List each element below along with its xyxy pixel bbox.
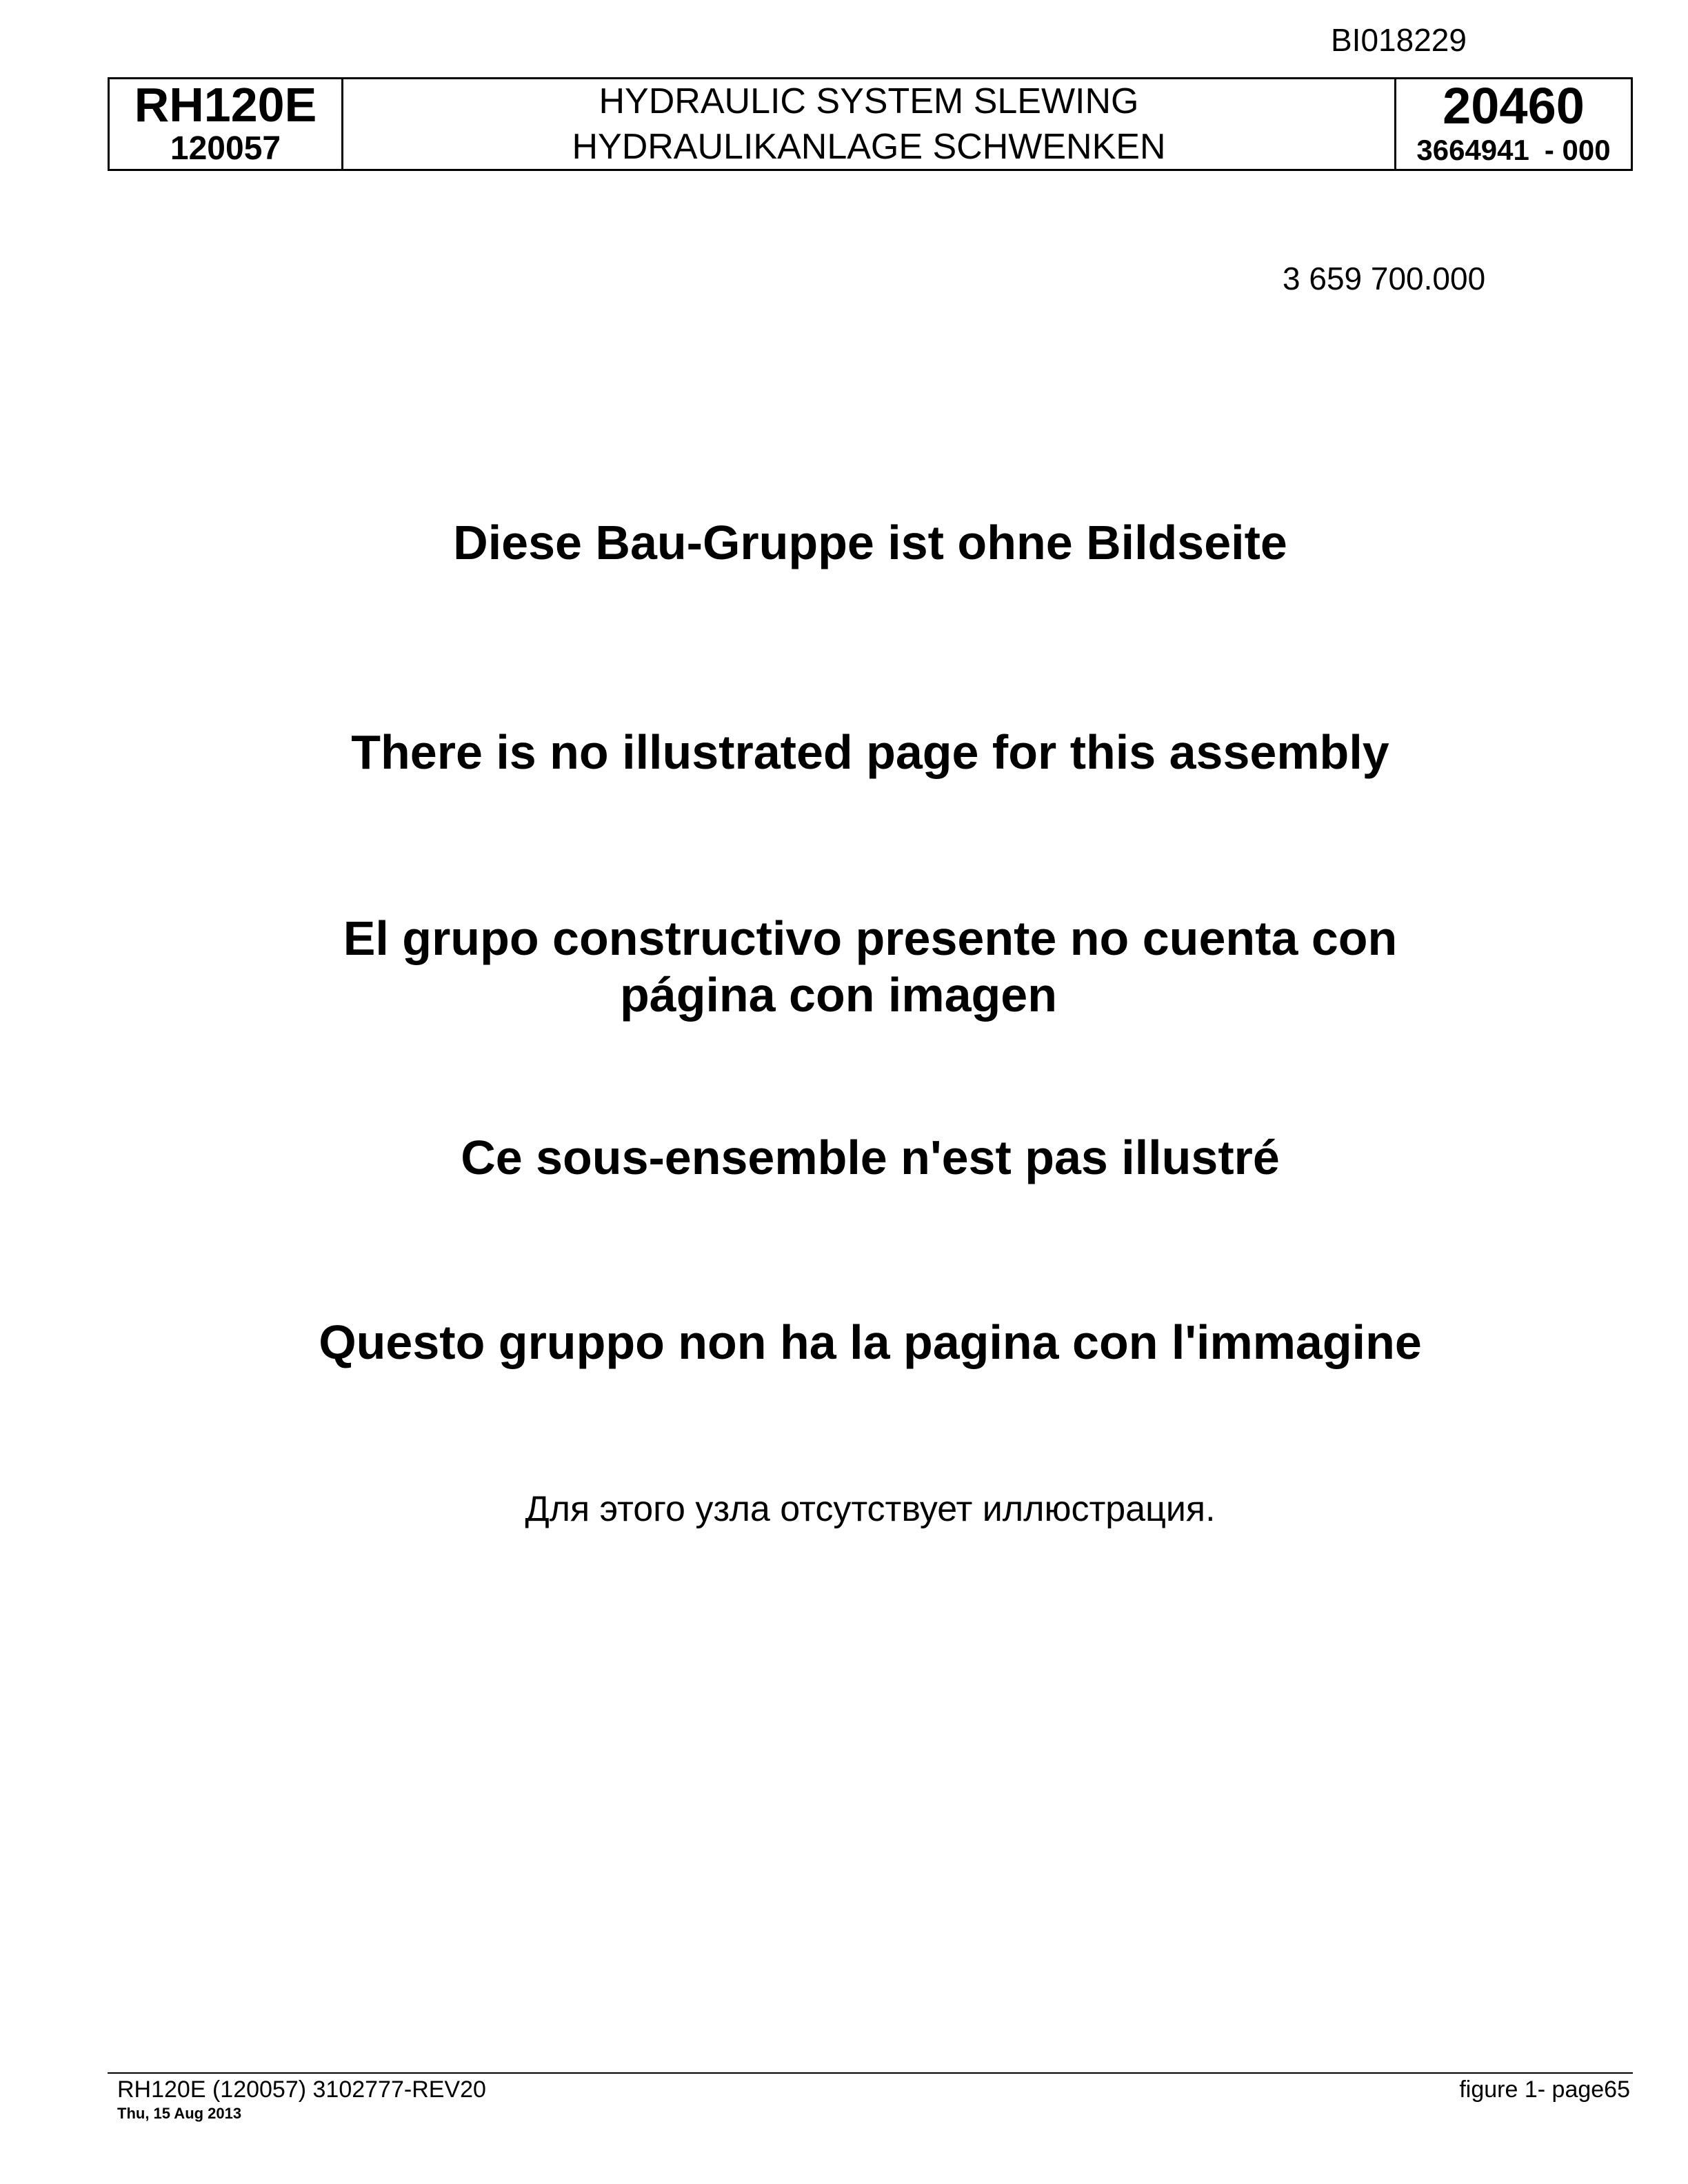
message-german: Diese Bau-Gruppe ist ohne Bildseite <box>453 516 1287 569</box>
title-block <box>108 77 1633 171</box>
serial-number: 120057 <box>170 130 281 167</box>
title-cell <box>343 79 1396 169</box>
part-number-line <box>1416 132 1610 168</box>
message-spanish-line1: El grupo constructivo presente no cuenta con <box>343 911 1398 965</box>
part-suffix: - 000 <box>1544 134 1611 166</box>
document-id: BI018229 <box>1331 22 1467 58</box>
message-spanish-line2: página con imagen <box>620 968 1057 1022</box>
message-french: Ce sous-ensemble n'est pas illustré <box>461 1131 1280 1184</box>
footer-page-ref: figure 1- page65 <box>1459 2076 1630 2103</box>
model-cell <box>110 79 343 169</box>
reference-number: 3 659 700.000 <box>1283 261 1486 296</box>
title-english: HYDRAULIC SYSTEM SLEWING <box>599 81 1139 121</box>
message-russian: Для этого узла отсутствует иллюстрация. <box>525 1489 1216 1529</box>
title-german: HYDRAULIKANLAGE SCHWENKEN <box>572 127 1166 167</box>
message-italian: Questo gruppo non ha la pagina con l'immagine <box>319 1315 1422 1369</box>
footer-document-ref: RH120E (120057) 3102777-REV20 <box>117 2076 486 2103</box>
group-number: 20460 <box>1443 77 1585 134</box>
part-number: 3664941 <box>1416 134 1529 166</box>
message-english: There is no illustrated page for this assembly <box>351 725 1389 779</box>
footer-date: Thu, 15 Aug 2013 <box>117 2105 242 2122</box>
model-name: RH120E <box>134 78 317 132</box>
group-cell <box>1396 79 1631 169</box>
footer-divider <box>108 2072 1633 2074</box>
